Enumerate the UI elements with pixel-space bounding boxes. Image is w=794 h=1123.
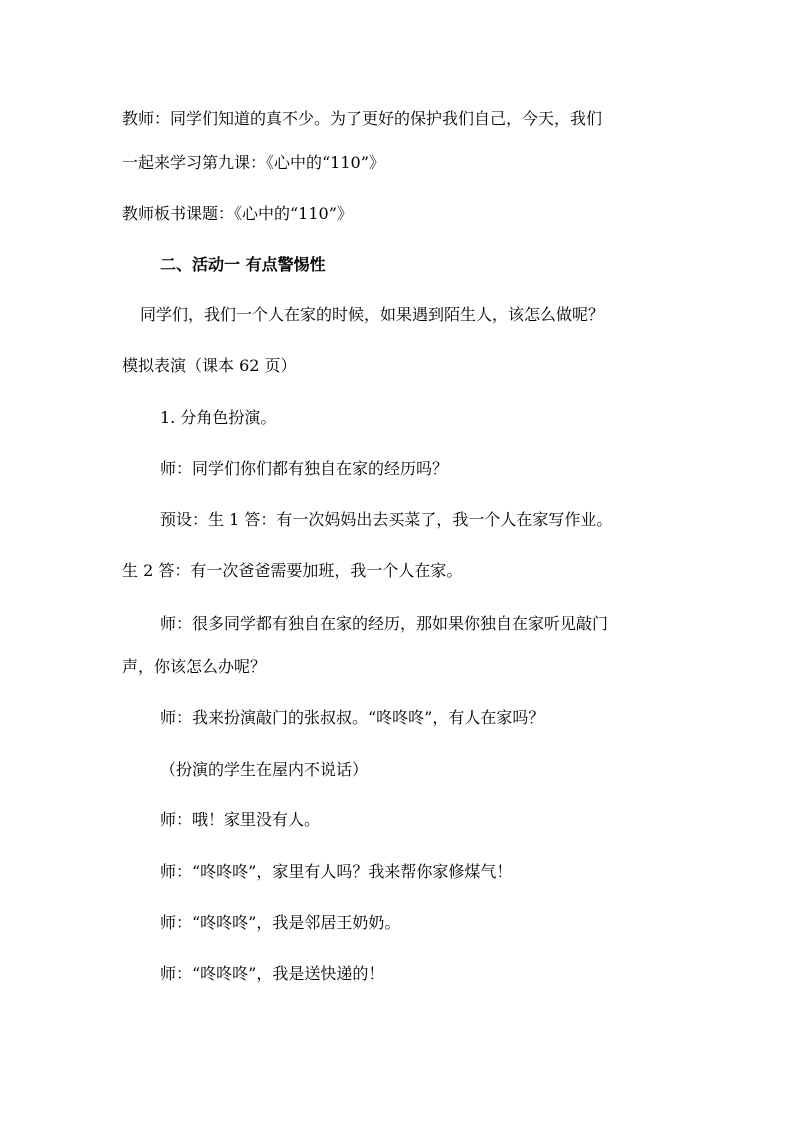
paragraph-board-title: 教师板书课题：《心中的“110”》	[122, 204, 353, 223]
paragraph-student2-answer: 生 2 答：有一次爸爸需要加班，我一个人在家。	[122, 561, 463, 580]
paragraph-teacher-intro-line1: 教师：同学们知道的真不少。为了更好的保护我们自己，今天，我们	[122, 109, 603, 128]
paragraph-role-play-page: 模拟表演（课本 62 页）	[122, 356, 297, 375]
list-item-role-play: 1. 分角色扮演。	[160, 408, 277, 427]
paragraph-stage-direction: （扮演的学生在屋内不说话）	[160, 760, 369, 779]
paragraph-teacher-knock-line2: 声，你该怎么办呢？	[122, 657, 267, 676]
paragraph-student1-answer: 预设：生 1 答：有一次妈妈出去买菜了，我一个人在家写作业。	[160, 510, 613, 529]
paragraph-teacher-knock-line1: 师：很多同学都有独自在家的经历，那如果你独自在家听见敲门	[160, 614, 609, 633]
paragraph-teacher-ask-experience: 师：同学们你们都有独自在家的经历吗？	[160, 459, 449, 478]
paragraph-teacher-delivery: 师：“咚咚咚”，我是送快递的！	[160, 964, 385, 983]
paragraph-teacher-gas-repair: 师：“咚咚咚”，家里有人吗？我来帮你家修煤气！	[160, 862, 513, 881]
paragraph-teacher-no-one-home: 师：哦！家里没有人。	[160, 810, 321, 829]
paragraph-teacher-neighbor: 师：“咚咚咚”，我是邻居王奶奶。	[160, 913, 401, 932]
section-heading-activity-one: 二、活动一 有点警惕性	[160, 255, 326, 274]
paragraph-teacher-intro-line2: 一起来学习第九课：《心中的“110”》	[122, 153, 385, 172]
paragraph-teacher-uncle-zhang: 师：我来扮演敲门的张叔叔。“咚咚咚”，有人在家吗？	[160, 708, 545, 727]
paragraph-question: 同学们，我们一个人在家的时候，如果遇到陌生人，该怎么做呢？	[140, 305, 605, 324]
